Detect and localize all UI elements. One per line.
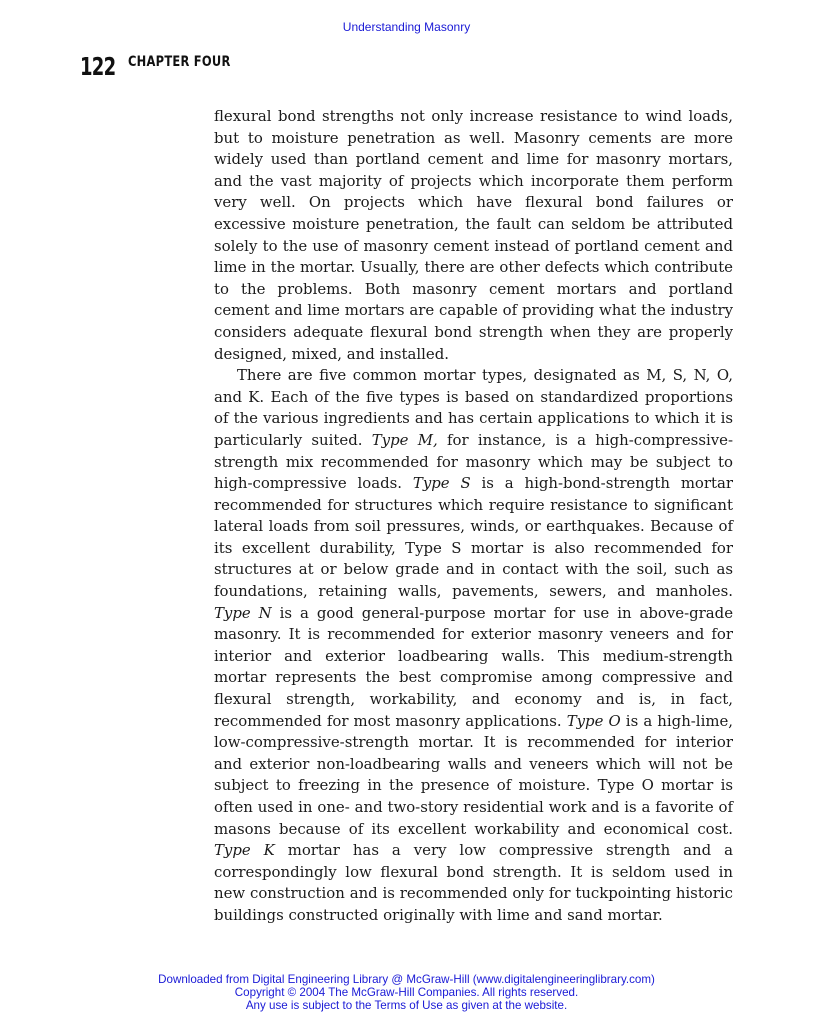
header-title-link[interactable]: Understanding Masonry [342, 20, 471, 34]
chapter-heading: CHAPTER FOUR [128, 54, 231, 70]
para2-text-3: is a high-bond-strength mortar recommended for structures which require resistance to significant lateral loads from soil pressures, winds, or earthquakes. Because of its excellent durability, Type S mortar is also recommended for structures at or below grade and in contact with the soil, such as foundations, retaining walls, pavements, sewers, and manholes. [214, 474, 733, 601]
type-k-term: Type K [214, 841, 275, 860]
type-n-term: Type N [214, 603, 272, 622]
type-o-term: Type O [566, 711, 621, 730]
body-text [214, 106, 733, 927]
footer-terms-link[interactable]: Any use is subject to the Terms of Use as given at the website. [245, 998, 568, 1012]
footer-notice [0, 974, 813, 1012]
para2-text-5: is a high-lime, low-compressive-strength mortar. It is recommended for interior and exterior non-loadbearing walls and veneers which will not be subject to freezing in the presence of moisture. Type O mortar is often used in one- and two-story residential work and is a favorite of masons because of its excellent workability and economical cost. [214, 711, 734, 838]
para2-text-2: for instance, is a high-compressive-strength mix recommended for masonry which may be subject to high-compressive loads. [214, 430, 733, 493]
para2-text-6: mortar has a very low compressive strength and a correspondingly low flexural bond strength. It is seldom used in new construction and is recommended only for tuckpointing historic buildings constructed originally with lime and sand mortar. [214, 841, 733, 924]
type-s-term: Type S [412, 474, 471, 493]
paragraph-1: flexural bond strengths not only increase resistance to wind loads, but to moisture penetration as well. Masonry cements are more widely used than portland cement and lime for masonry mortars, and the vast majority of projects which incorporate them perform very well. On projects which have flexural bond failures or excessive moisture penetration, the fault can seldom be attributed solely to the use of masonry cement instead of portland cement and lime in the mortar. Usually, there are other defects which contribute to the problems. Both masonry cement mortars and portland cement and lime mortars are capable of providing what the industry considers adequate flexural bond strength when they are properly designed, mixed, and installed. [214, 107, 733, 363]
paragraph-2 [214, 365, 733, 926]
para2-text-1: There are five common mortar types, designated as M, S, N, O, and K. Each of the five types is based on standardized proportions of the various ingredients and has certain applications to which it is particularly suited. [214, 366, 733, 449]
page-number: 122 [80, 52, 116, 81]
footer-copyright: Copyright © 2004 The McGraw-Hill Companies. All rights reserved. [234, 985, 579, 999]
footer-download-link[interactable]: Downloaded from Digital Engineering Library @ McGraw-Hill (www.digitalengineeringlibrary.com) [158, 973, 655, 986]
type-m-term: Type M, [371, 430, 438, 449]
para2-text-4: is a good general-purpose mortar for use in above-grade masonry. It is recommended for exterior masonry veneers and for interior and exterior loadbearing walls. This medium-strength mortar represents the best compromise among compressive and flexural strength, workability, and economy and is, in fact, recommended for most masonry applications. [214, 603, 734, 730]
